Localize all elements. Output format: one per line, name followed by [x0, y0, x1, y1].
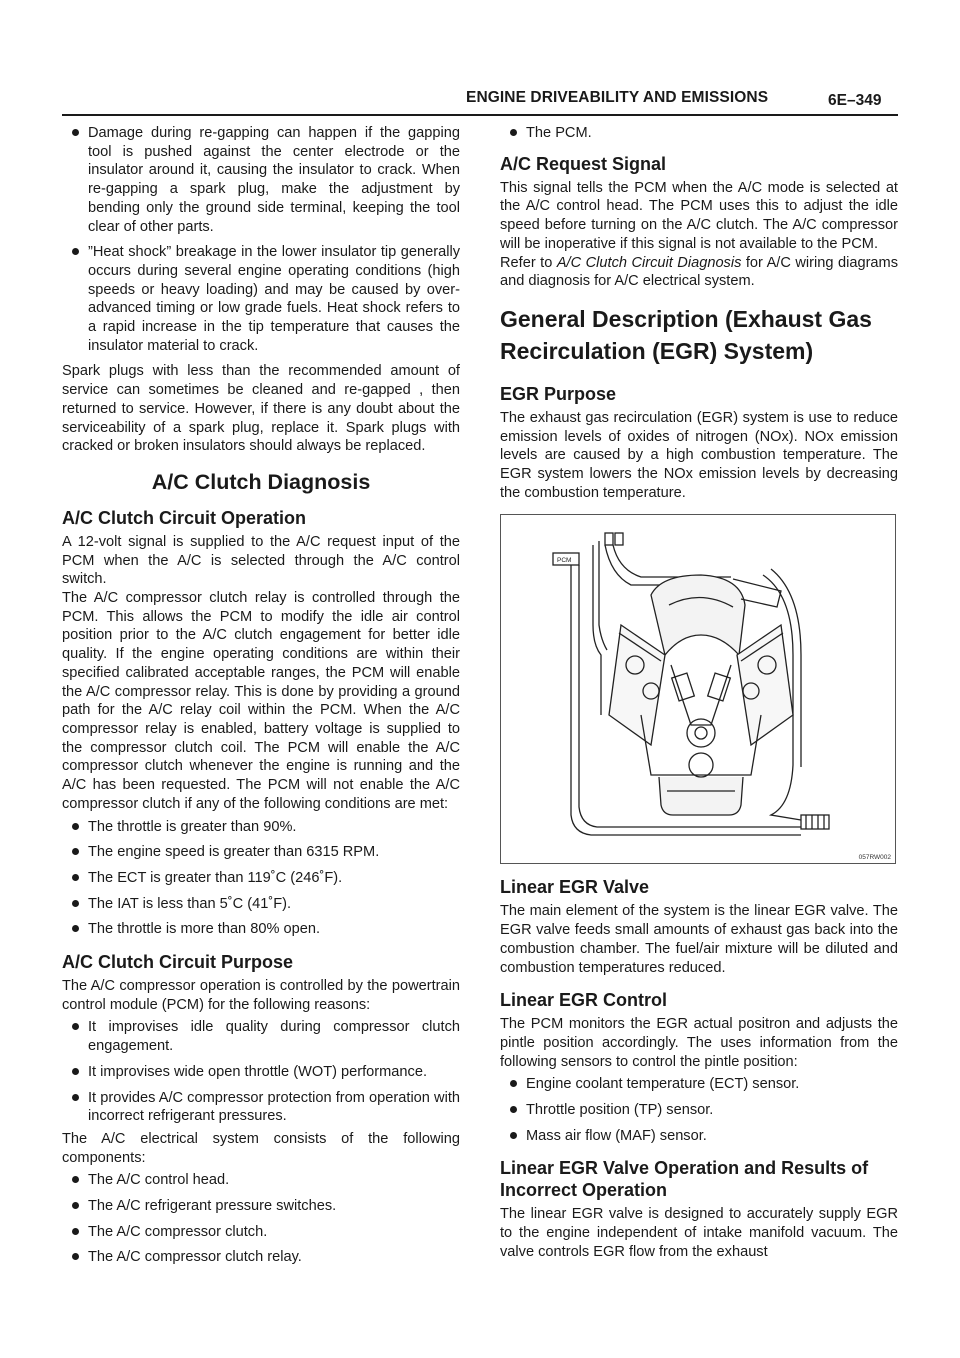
list-item: The A/C compressor clutch.: [62, 1223, 460, 1242]
page-header: [0, 0, 960, 120]
refer-prefix: Refer to: [500, 254, 557, 271]
subheading-linear-egr-valve: Linear EGR Valve: [500, 877, 650, 898]
pcm-label: PCM: [557, 557, 572, 565]
section-title: ENGINE DRIVEABILITY AND EMISSIONS: [466, 89, 769, 106]
paragraph: The main element of the system is the linear EGR valve. The EGR valve feeds small amounts of exhaust gas back into the combustion chamber. The fuel/air mixture will be diluted and combustion temperatures reduced.: [500, 903, 898, 976]
section-heading-ac-clutch-diagnosis: A/C Clutch Diagnosis: [151, 469, 371, 494]
paragraph: The exhaust gas recirculation (EGR) system is use to reduce emission levels of oxides of nitrogen (NOx). NOx emission levels are caused by a high combustion temperature. The EGR system lowers the NOx emission levels by decreasing the combustion temperature.: [500, 409, 898, 501]
cross-reference-link[interactable]: A/C Clutch Circuit Diagnosis: [556, 254, 742, 271]
list-item: The PCM.: [500, 124, 898, 143]
header-rule: [62, 114, 898, 116]
list-item: Mass air flow (MAF) sensor.: [500, 1127, 898, 1146]
refer-suffix: for A/C wiring diagrams and diagnosis for A/C electrical system.: [500, 254, 898, 290]
paragraph: The A/C compressor clutch relay is controlled through the PCM. This allows the PCM to modify the idle air control position prior to the A/C clutch engagement for better idle quality. If the engine operating conditions are within their specified calibrated acceptable ranges, the PCM will enable the A/C compressor relay. This is done by providing a ground path for the A/C relay coil within the PCM. When the A/C compressor relay is enabled, battery voltage is supplied to the compressor clutch coil. The PCM will enable the A/C compressor clutch whenever the engine is running and the A/C has been requested. The PCM will not enable the A/C compressor clutch if any of the following conditions are met:: [62, 590, 460, 812]
list-item: The A/C compressor clutch relay.: [62, 1248, 460, 1267]
subheading-ac-request-signal: A/C Request Signal: [500, 153, 667, 174]
subheading-linear-egr-control: Linear EGR Control: [500, 990, 668, 1011]
list-item: ”Heat shock” breakage in the lower insulator tip generally occurs during several engine operating conditions (high speeds or heavy loading) and may be caused by over-advanced timing or low grade fuels. Heat shock refers to a rapid increase in the tip temperature that causes the insulator material to crack.: [62, 243, 460, 355]
subheading-valve-operation-results: Linear EGR Valve Operation and Results of Incorrect Operation: [500, 1158, 869, 1201]
subheading-circuit-purpose: A/C Clutch Circuit Purpose: [62, 952, 294, 973]
right-column: [500, 124, 898, 1262]
list-item: The IAT is less than 5˚C (41˚F).: [62, 895, 460, 914]
left-column: [62, 124, 460, 1274]
figure-code: 057RW002: [858, 854, 891, 862]
list-item: The A/C refrigerant pressure switches.: [62, 1197, 460, 1216]
list-item: The engine speed is greater than 6315 RPM.: [62, 843, 460, 862]
list-item: The throttle is more than 80% open.: [62, 920, 460, 939]
list-item: The ECT is greater than 119˚C (246˚F).: [62, 869, 460, 888]
spark-plug-paragraph: Spark plugs with less than the recommended amount of service can sometimes be cleaned and re-gapped , then returned to service. However, if there is any doubt about the serviceability of a spark plug, replace it. Spark plugs with cracked or broken insulators should always be replaced.: [62, 363, 460, 455]
paragraph: A 12-volt signal is supplied to the A/C request input of the PCM when the A/C is selected through the A/C control switch.: [62, 533, 460, 588]
list-item: The throttle is greater than 90%.: [62, 818, 460, 837]
engine-illustration: [501, 515, 895, 863]
paragraph: The A/C electrical system consists of the following components:: [62, 1130, 460, 1166]
subheading-circuit-operation: A/C Clutch Circuit Operation: [62, 507, 307, 528]
list-item: It improvises wide open throttle (WOT) performance.: [62, 1063, 460, 1082]
paragraph: The PCM monitors the EGR actual positron and adjusts the pintle position accordingly. The uses information from the following sensors to control the pintle position:: [500, 1016, 898, 1070]
refer-paragraph: [500, 254, 898, 291]
paragraph: The A/C compressor operation is controlled by the powertrain control module (PCM) for the following reasons:: [62, 978, 460, 1013]
list-item: The A/C control head.: [62, 1171, 460, 1190]
list-item: It provides A/C compressor protection from operation with incorrect refrigerant pressures.: [62, 1089, 460, 1126]
list-item: It improvises idle quality during compressor clutch engagement.: [62, 1018, 460, 1055]
egr-system-figure: [500, 514, 896, 864]
section-heading-egr-system: General Description (Exhaust Gas Recirculation (EGR) System): [500, 305, 872, 364]
list-item: Engine coolant temperature (ECT) sensor.: [500, 1075, 898, 1094]
paragraph: The linear EGR valve is designed to accurately supply EGR to the engine independent of intake manifold vacuum. The valve controls EGR flow from the exhaust: [500, 1206, 898, 1260]
page-number: 6E–349: [828, 92, 882, 109]
list-item: Damage during re-gapping can happen if the gapping tool is pushed against the center electrode or the insulator around it, causing the insulator to crack. When re-gapping a spark plug, make the adjustment by bending only the ground side terminal, keeping the tool clear of other parts.: [62, 124, 460, 236]
subheading-egr-purpose: EGR Purpose: [500, 383, 617, 404]
paragraph: This signal tells the PCM when the A/C mode is selected at the A/C control head. The PCM uses this to adjust the idle speed before turning on the A/C clutch. The A/C compressor will be inoperative if this signal is not available to the PCM.: [500, 179, 898, 252]
list-item: Throttle position (TP) sensor.: [500, 1101, 898, 1120]
